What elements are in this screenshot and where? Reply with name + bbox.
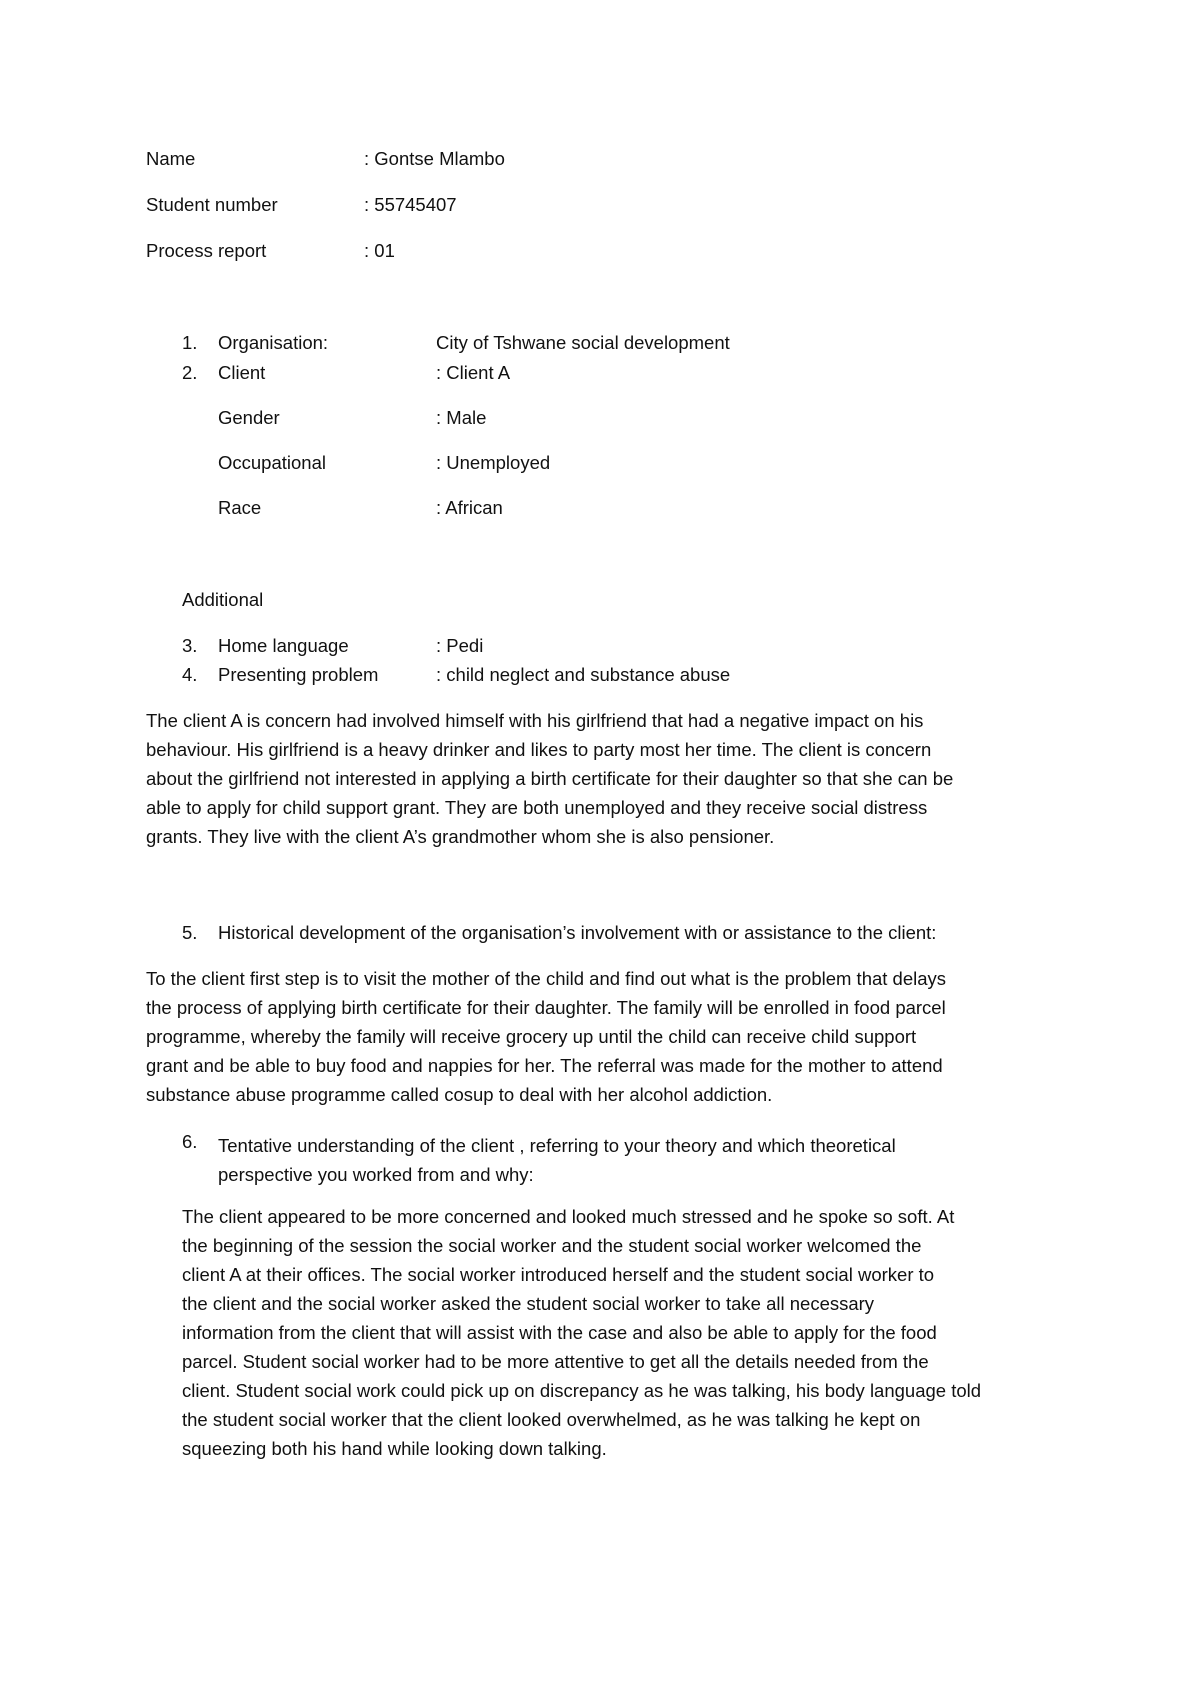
- paragraph-line: substance abuse programme called cosup to deal with her alcohol addiction.: [146, 1084, 773, 1105]
- client-description-paragraph: [146, 706, 1071, 851]
- paragraph-line: The client appeared to be more concerned and looked much stressed and he spoke so soft. At: [182, 1206, 955, 1227]
- race-label: Race: [218, 497, 262, 518]
- organisation-label: Organisation:: [218, 332, 329, 353]
- section-6-paragraph: [182, 1202, 1107, 1463]
- gender-value: : Male: [436, 407, 487, 428]
- section-5-paragraph: [146, 964, 1071, 1109]
- section-5-heading: Historical development of the organisation’s involvement with or assistance to the client:: [218, 922, 937, 943]
- paragraph-line: the student social worker that the client looked overwhelmed, as he was talking he kept on: [182, 1409, 921, 1430]
- paragraph-line: squeezing both his hand while looking down talking.: [182, 1438, 607, 1459]
- paragraph-line: client A at their offices. The social worker introduced herself and the student social worker to: [182, 1264, 935, 1285]
- client-label: Client: [218, 362, 266, 383]
- paragraph-line: the client and the social worker asked the student social worker to take all necessary: [182, 1293, 875, 1314]
- list-number: 1.: [182, 332, 198, 353]
- paragraph-line: about the girlfriend not interested in applying a birth certificate for their daughter so that she can be: [146, 768, 954, 789]
- paragraph-line: To the client first step is to visit the mother of the child and find out what is the problem that delays: [146, 968, 947, 989]
- student-number-label: Student number: [146, 194, 278, 215]
- paragraph-line: The client A is concern had involved himself with his girlfriend that had a negative impact on his: [146, 710, 924, 731]
- paragraph-line: information from the client that will assist with the case and also be able to apply for the food: [182, 1322, 937, 1343]
- list-number: 2.: [182, 362, 198, 383]
- client-value: : Client A: [436, 362, 511, 383]
- occupational-label: Occupational: [218, 452, 326, 473]
- occupational-value: : Unemployed: [436, 452, 551, 473]
- name-value: : Gontse Mlambo: [364, 148, 505, 169]
- list-number: 3.: [182, 635, 198, 656]
- presenting-problem-label: Presenting problem: [218, 664, 379, 685]
- home-language-label: Home language: [218, 635, 349, 656]
- race-value: : African: [436, 497, 503, 518]
- list-number: 6.: [182, 1131, 198, 1152]
- presenting-problem-value: : child neglect and substance abuse: [436, 664, 731, 685]
- gender-label: Gender: [218, 407, 280, 428]
- paragraph-line: grants. They live with the client A’s grandmother whom she is also pensioner.: [146, 826, 775, 847]
- heading-line: Tentative understanding of the client , referring to your theory and which theoretical: [218, 1135, 896, 1156]
- additional-heading: Additional: [182, 589, 264, 610]
- paragraph-line: behaviour. His girlfriend is a heavy drinker and likes to party most her time. The client is concern: [146, 739, 932, 760]
- organisation-value: City of Tshwane social development: [436, 332, 730, 353]
- process-report-label: Process report: [146, 240, 267, 261]
- list-number: 4.: [182, 664, 198, 685]
- paragraph-line: client. Student social work could pick up on discrepancy as he was talking, his body language told: [182, 1380, 982, 1401]
- section-6-heading: [218, 1131, 1143, 1189]
- home-language-value: : Pedi: [436, 635, 484, 656]
- name-label: Name: [146, 148, 196, 169]
- paragraph-line: programme, whereby the family will receive grocery up until the child can receive child support: [146, 1026, 917, 1047]
- process-report-value: : 01: [364, 240, 395, 261]
- heading-line: perspective you worked from and why:: [218, 1164, 534, 1185]
- paragraph-line: the beginning of the session the social worker and the student social worker welcomed the: [182, 1235, 922, 1256]
- paragraph-line: parcel. Student social worker had to be more attentive to get all the details needed from the: [182, 1351, 929, 1372]
- paragraph-line: the process of applying birth certificate for their daughter. The family will be enrolled in food parcel: [146, 997, 946, 1018]
- list-number: 5.: [182, 922, 198, 943]
- student-number-value: : 55745407: [364, 194, 457, 215]
- paragraph-line: grant and be able to buy food and nappies for her. The referral was made for the mother to attend: [146, 1055, 943, 1076]
- paragraph-line: able to apply for child support grant. They are both unemployed and they receive social distress: [146, 797, 928, 818]
